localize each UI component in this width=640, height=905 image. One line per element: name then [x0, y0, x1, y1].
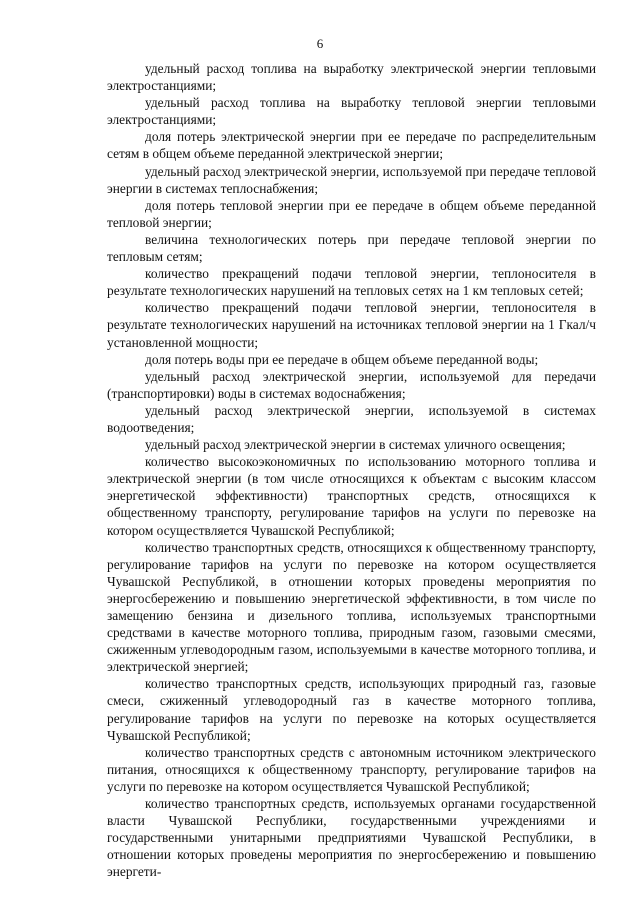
document-body — [107, 60, 596, 881]
paragraph-1: удельный расход топлива на выработку электрической энергии тепловыми электростанциями; — [107, 61, 596, 94]
paragraph-9: доля потерь воды при ее передаче в общем объеме переданной воды; — [145, 351, 539, 367]
paragraph-4: удельный расход электрической энергии, используемой при передаче тепловой энергии в системах теплоснабжения; — [107, 163, 596, 196]
paragraph-15: количество транспортных средств, использующих природный газ, газовые смеси, сжиженный углеводородный газ в качестве моторного топлива, регулирование тарифов на услуги по перевозке на которых осуществляется Чувашской Республикой; — [107, 676, 596, 743]
paragraph-5: доля потерь тепловой энергии при ее передаче в общем объеме переданной тепловой энергии; — [107, 197, 596, 230]
paragraph-8: количество прекращений подачи тепловой энергии, теплоносителя в результате технологических нарушений на источниках тепловой энергии на 1 Гкал/ч установленной мощности; — [107, 300, 596, 350]
paragraph-14: количество транспортных средств, относящихся к общественному транспорту, регулирование тарифов на услуги по перевозке на котором осуществляется Чувашской Республикой, в отношении которых проведены мероприятия по энергосбережению и повышению энергетической эффективности, в том числе по замещению бензина и дизельного топлива, используемых транспортными средствами в качестве моторного топлива, природным газом, газовыми смесями, сжиженным углеводородным газом, используемыми в качестве моторного топлива, и электрической энергией; — [107, 539, 596, 675]
paragraph-16: количество транспортных средств с автономным источником электрического питания, относящихся к общественному транспорту, регулирование тарифов на услуги по перевозке на котором осуществляется Чувашской Республикой; — [107, 744, 596, 794]
page-number: 6 — [316, 36, 324, 51]
paragraph-6: величина технологических потерь при передаче тепловой энергии по тепловым сетям; — [107, 231, 596, 265]
paragraph-12: удельный расход электрической энергии в системах уличного освещения; — [145, 437, 566, 453]
paragraph-3: доля потерь электрической энергии при ее передаче по распределительным сетям в общем объеме переданной электрической энергии; — [107, 129, 596, 162]
paragraph-2: удельный расход топлива на выработку тепловой энергии тепловыми электростанциями; — [107, 95, 596, 128]
paragraph-7: количество прекращений подачи тепловой энергии, теплоносителя в результате технологических нарушений на тепловых сетях на 1 км тепловых сетей; — [107, 266, 596, 299]
paragraph-13: количество высокоэкономичных по использованию моторного топлива и электрической энергии (в том числе относящихся к объектам с высоким классом энергетической эффективности) транспортных средств, относящихся к общественному транспорту, регулирование тарифов на услуги по перевозке на котором осуществляется Чувашской Республикой; — [107, 454, 596, 538]
paragraph-11: удельный расход электрической энергии, используемой в системах водоотведения; — [107, 402, 596, 435]
paragraph-17: количество транспортных средств, используемых органами государственной власти Чувашской Республики, государственными учреждениями и государственными унитарными предприятиями Чувашской Республики, в отношении которых проведены мероприятия по энергосбережению и повышению энергети- — [107, 796, 596, 880]
paragraph-10: удельный расход электрической энергии, используемой для передачи (транспортировки) воды в системах водоснабжения; — [107, 368, 596, 401]
